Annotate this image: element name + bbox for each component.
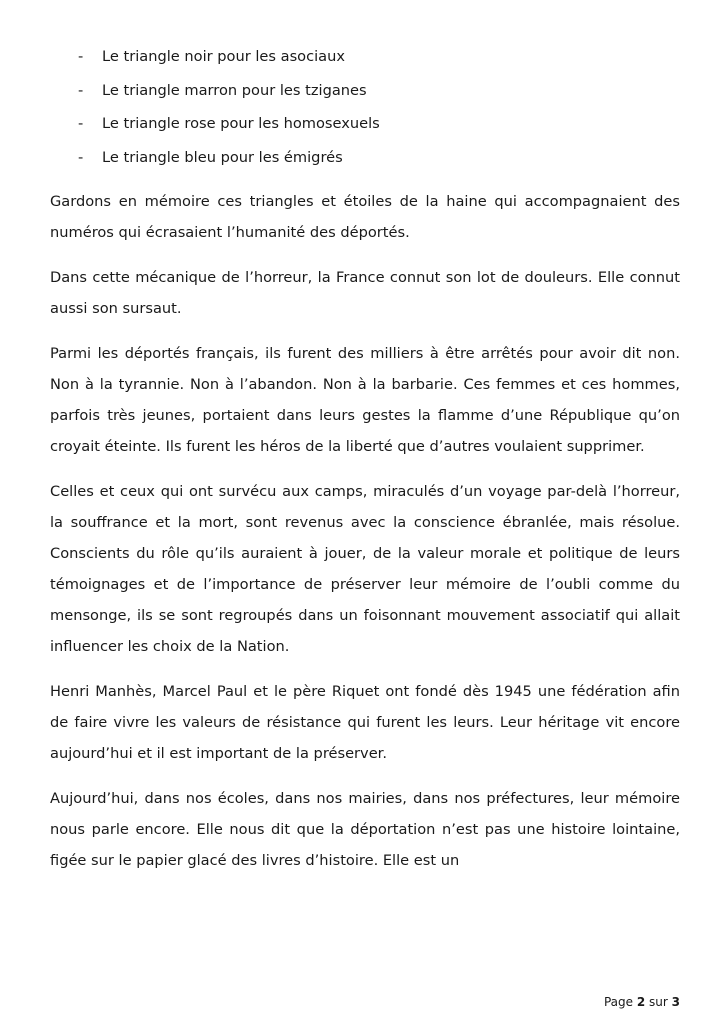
list-item-text: Le triangle noir pour les asociaux bbox=[102, 48, 346, 65]
list-item bbox=[50, 40, 680, 74]
paragraph: Aujourd’hui, dans nos écoles, dans nos mairies, dans nos préfectures, leur mémoire nous parle encore. Elle nous dit que la déportation n’est pas une histoire lointaine, figée sur le papier glacé des livres d’histoire. Elle est un bbox=[50, 790, 680, 869]
document-body bbox=[50, 40, 680, 890]
triangle-list bbox=[50, 40, 680, 174]
bullet-marker: - bbox=[78, 148, 84, 166]
bullet-marker: - bbox=[78, 81, 84, 99]
bullet-marker: - bbox=[78, 115, 84, 132]
page-number-footer bbox=[604, 994, 680, 1010]
list-item bbox=[50, 74, 680, 108]
current-page-number: 2 bbox=[636, 995, 646, 1009]
paragraph: Celles et ceux qui ont survécu aux camps, miraculés d’un voyage par-delà l’horreur, la souffrance et la mort, sont revenus avec la conscience ébranlée, mais résolue. Conscients du rôle qu’ils auraient à jouer, de la valeur morale et politique de leurs témoignages et de l’importance de préserver leur mémoire de l’oubli comme du mensonge, ils se sont regroupés dans un foisonnant mouvement associatif qui allait influencer les choix de la Nation. bbox=[50, 483, 680, 655]
list-item-text: Le triangle bleu pour les émigrés bbox=[102, 148, 343, 166]
list-item-text: Le triangle marron pour les tziganes bbox=[102, 81, 367, 99]
list-item-text: Le triangle rose pour les homosexuels bbox=[102, 115, 380, 132]
page-label: Page bbox=[603, 995, 633, 1009]
paragraph: Dans cette mécanique de l’horreur, la France connut son lot de douleurs. Elle connut aussi son sursaut. bbox=[50, 269, 680, 317]
bullet-marker: - bbox=[78, 48, 84, 65]
list-item bbox=[50, 141, 680, 175]
total-page-count: 3 bbox=[671, 995, 680, 1009]
list-item bbox=[50, 107, 680, 141]
paragraph: Henri Manhès, Marcel Paul et le père Riquet ont fondé dès 1945 une fédération afin de faire vivre les valeurs de résistance qui furent les leurs. Leur héritage vit encore aujourd’hui et il est important de la préserver. bbox=[50, 683, 680, 762]
paragraph: Gardons en mémoire ces triangles et étoiles de la haine qui accompagnaient des numéros qui écrasaient l’humanité des déportés. bbox=[50, 193, 680, 241]
paragraph: Parmi les déportés français, ils furent des milliers à être arrêtés pour avoir dit non. Non à la tyrannie. Non à l’abandon. Non à la barbarie. Ces femmes et ces hommes, parfois très jeunes, portaient dans leurs gestes la flamme d’une République qu’on croyait éteinte. Ils furent les héros de la liberté que d’autres voulaient supprimer. bbox=[50, 345, 680, 455]
page-separator: sur bbox=[649, 995, 668, 1009]
